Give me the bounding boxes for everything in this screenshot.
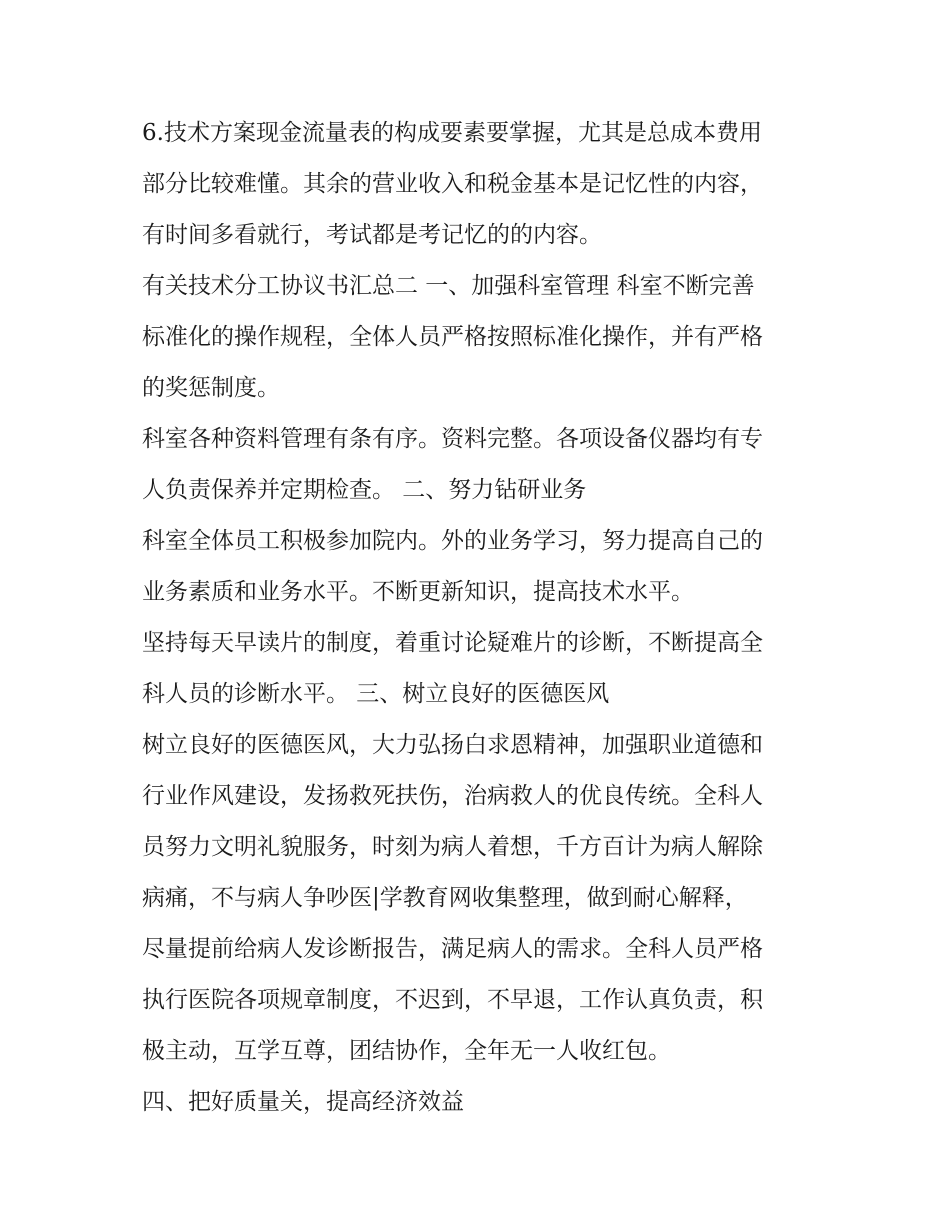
text-line: 病痛，不与病人争吵医|学教育网收集整理，做到耐心解释， [142, 885, 748, 911]
document-body [142, 108, 822, 1128]
text-line: 尽量提前给病人发诊断报告，满足病人的需求。全科人员严格 [142, 936, 763, 962]
text-line: 有时间多看就行，考试都是考记忆的的内容。 [142, 222, 602, 248]
text-line: 科室各种资料管理有条有序。资料完整。各项设备仪器均有专 [142, 426, 763, 452]
text-line: 科人员的诊断水平。 三、树立良好的医德医风 [142, 681, 610, 707]
text-line: 人负责保养并定期检查。 二、努力钻研业务 [142, 477, 587, 503]
text-line: 科室全体员工积极参加院内。外的业务学习，努力提高自己的 [142, 528, 763, 554]
text-line: 树立良好的医德医风，大力弘扬白求恩精神，加强职业道德和 [142, 732, 763, 758]
text-line: 极主动，互学互尊，团结协作，全年无一人收红包。 [142, 1038, 671, 1064]
text-line: 执行医院各项规章制度，不迟到，不早退，工作认真负责，积 [142, 987, 763, 1013]
text-line: 6.技术方案现金流量表的构成要素要掌握，尤其是总成本费用 [142, 120, 762, 146]
text-line: 部分比较难懂。其余的营业收入和税金基本是记忆性的内容， [142, 171, 763, 197]
text-line: 的奖惩制度。 [142, 375, 280, 401]
text-line: 行业作风建设，发扬救死扶伤，治病救人的优良传统。全科人 [142, 783, 763, 809]
text-line: 坚持每天早读片的制度，着重讨论疑难片的诊断，不断提高全 [142, 630, 763, 656]
text-line: 标准化的操作规程，全体人员严格按照标准化操作，并有严格 [142, 324, 763, 350]
text-line: 员努力文明礼貌服务，时刻为病人着想，千方百计为病人解除 [142, 834, 763, 860]
text-line: 四、把好质量关，提高经济效益 [142, 1089, 464, 1115]
text-line: 业务素质和业务水平。不断更新知识，提高技术水平。 [142, 579, 694, 605]
text-line: 有关技术分工协议书汇总二 一、加强科室管理 科室不断完善 [142, 273, 755, 299]
